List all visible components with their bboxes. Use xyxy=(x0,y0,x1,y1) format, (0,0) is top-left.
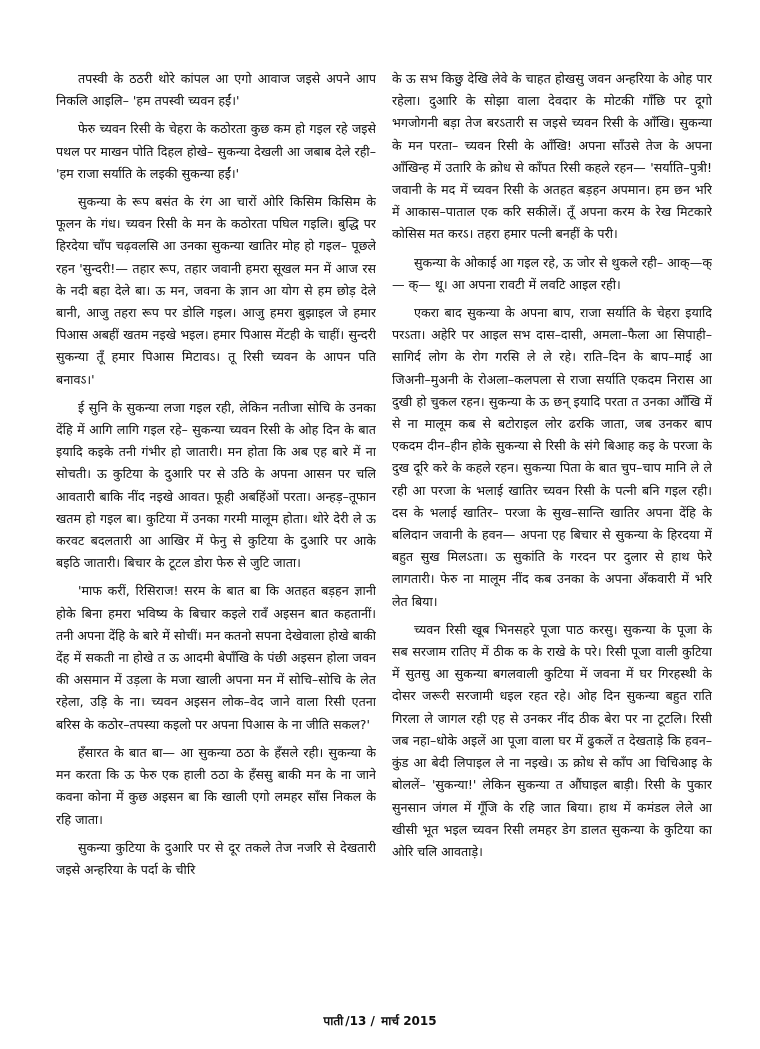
paragraph: एकरा बाद सुकन्या के अपना बाप, राजा सर्याति के चेहरा इयादि परऽता। अहेरि पर आइल सभ दास–दासी, अमला–फैला आ सिपाही–सागिर्द लोग के रोग गरसि ले ले रहे। राति–दिन के बाप–माई आ जिअनी–मुअनी के रोअला–कलपला से राजा सर्याति एकदम निरास आ दुखी हो चुकल रहन। सुकन्या के ऊ छन् इयादि परता त उनका आँखि में से ना मालूम कब से बटोराइल लोर ढरकि जाता, जब उनकर बाप एकदम दीन–हीन होके सुकन्या से रिसी के संगे बिआह कइ के परजा के दुख दूरि करे के कहले रहन। सुकन्या पिता के बात चुप–चाप मानि ले ले रही आ परजा के भलाई खातिर च्यवन रिसी के पत्नी बनि गइल रही। दस के भलाई खातिर– परजा के सुख–सान्ति खातिर अपना देंहि के बलिदान जवानी के हवन— अपना एह बिचार से सुकन्या के हिरदया में बहुत सुख मिलऽता। ऊ सुकांति के गरदन पर दुलार से हाथ फेरे लागतारी। फेरु ना मालूम नींद कब उनका के अपना अँकवारी में भरि लेत बिया। xyxy=(392,305,712,609)
page-number: /13 / xyxy=(345,1014,375,1028)
paragraph: च्यवन रिसी खूब भिनसहरे पूजा पाठ करसु। सुकन्या के पूजा के सब सरजाम रातिए में ठीक क के राखे के परे। रिसी पूजा वाली कुटिया में सुतसु आ सुकन्या बगलवाली कुटिया में जवना में घर गिरहस्थी के दोसर जरूरी सरजामी धइल रहत रहे। ओह दिन सुकन्या बहुत राति गिरला ले जागल रही एह से उनकर नींद ठीक बेरा पर ना टूटलि। रिसी जब नहा–धोके अइलें आ पूजा वाला घर में ढुकलें त देखताड़े कि हवन–कुंड आ बेदी लिपाइल ले ना नइखे। ऊ क्रोध से काँप आ चिचिआइ के बोललें– 'सुकन्या!' लेकिन सुकन्या त औंघाइल बाड़ी। रिसी के पुकार सुनसान जंगल में गूँजि के रहि जात बिया। हाथ में कमंडल लेले आ खीसी भूत भइल च्यवन रिसी लमहर डेग डालत सुकन्या के कुटिया का ओरि चलि आवताड़े। xyxy=(392,621,712,859)
paragraph: हँसारत के बात बा— आ सुकन्या ठठा के हँसले रही। सुकन्या के मन करता कि ऊ फेरु एक हाली ठठा के हँससु बाकी मन के ना जाने कवना कोना में कुछ अइसन बा कि खाली एगो लमहर साँस निकल के रहि जाता। xyxy=(56,744,376,827)
magazine-name: पाती xyxy=(323,1014,344,1028)
right-column xyxy=(392,68,712,978)
page-footer xyxy=(0,1012,760,1029)
paragraph: सुकन्या कुटिया के दुआरि पर से दूर तकले तेज नजरि से देखतारी जइसे अन्हरिया के पर्दा के चीरि xyxy=(56,839,376,877)
paragraph: तपस्वी के ठठरी थोरे कांपल आ एगो आवाज जइसे अपने आप निकलि आइलि– 'हम तपस्वी च्यवन हईं।' xyxy=(56,71,376,109)
left-column xyxy=(56,68,376,978)
paragraph: फेरु च्यवन रिसी के चेहरा के कठोरता कुछ कम हो गइल रहे जइसे पथल पर माखन पोति दिहल होखे– सुकन्या देखली आ जबाब देले रही– 'हम राजा सर्याति के लइकी सुकन्या हईं।' xyxy=(56,121,376,181)
issue-date: मार्च 2015 xyxy=(381,1014,437,1028)
paragraph: 'माफ करीं, रिसिराज! सरम के बात बा कि अतहत बड़हन ज्ञानी होके बिना हमरा भविष्य के बिचार कइले रावँ अइसन बात कहतानीं। तनी अपना देंहि के बारे में सोचीं। मन कतनो सपना देखेवाला होखे बाकी देंह में सकती ना होखे त ऊ आदमी बेपाँखि के पंछी अइसन होला जवन की असमान में उड़ला के मजा खाली अपना मन में सोचि–सोचि के लेत रहेला, उड़ि के ना। च्यवन अइसन लोक–वेद जाने वाला रिसी एतना बरिस के कठोर–तपस्या कइलो पर अपना पिआस के ना जीति सकल?' xyxy=(56,583,376,732)
paragraph: सुकन्या के रूप बसंत के रंग आ चारों ओरि किसिम किसिम के फूलन के गंध। च्यवन रिसी के मन के कठोरता पघिल गइलि। बुद्धि पर हिरदेया चाँप चढ़वलसि आ उनका सुकन्या खातिर मोह हो गइल– पूछले रहन 'सुन्दरी!— तहार रूप, तहार जवानी हमरा सूखल मन में आज रस के नदी बहा देले बा। ऊ मन, जवना के ज्ञान आ योग से हम छोड़ देले बानी, आजु तहरा रूप पर डोलि गइल। आजु हमरा बुझाइल जे हमार पिआस अबहीं खतम नइखे भइल। हमार पिआस मेंटही के चाहीं। सुन्दरी सुकन्या तूँ हमार पिआस मिटावऽ। तू रिसी च्यवन के आपन पति बनावऽ।' xyxy=(56,194,376,387)
magazine-page xyxy=(56,68,712,978)
paragraph: सुकन्या के ओकाई आ गइल रहे, ऊ जोर से थुकले रही– आक्—क्— क्— थू। आ अपना रावटी में लवटि आइल रही। xyxy=(392,254,712,292)
paragraph: के ऊ सभ किछु देखि लेवे के चाहत होखसु जवन अन्हरिया के ओह पार रहेला। दुआरि के सोझा वाला देवदार के मोटकी गाँछि पर दूगो भगजोगनी बड़ा तेज बरऽतारी स जइसे च्यवन रिसी के आँखि। सुकन्या के मन परता– च्यवन रिसी के आँखि! अपना साँउसे तेज के अपना आँखिन्ह में उतारि के क्रोध से काँपत रिसी कहले रहन— 'सर्याति–पुत्री! जवानी के मद में च्यवन रिसी के अतहत बड़हन अपमान। हम छन भरि में आकास–पाताल एक करि सकीलें। तूँ अपना करम के रेख मिटकारे कोसिस मत करऽ। तहरा हमार पत्नी बनहीं के परी। xyxy=(392,71,712,242)
paragraph: ई सुनि के सुकन्या लजा गइल रही, लेकिन नतीजा सोचि के उनका देंहि में आगि लागि गइल रहे– सुकन्या च्यवन रिसी के ओह दिन के बात इयादि कइके तनी गंभीर हो जातारी। मन होता कि अब एह बारे में ना सोचती। ऊ कुटिया के दुआरि पर से उठि के अपना आसन पर चलि आवतारी बाकि नींद नइखे आवत। फूही अबहिंओं परता। अन्हड़–तूफान खतम हो गइल बा। कुटिया में उनका गरमी मालूम होता। थोरे देरी ले ऊ करवट बदलतारी आ आखिर में फेनु से कुटिया के दुआरि पर आके बइठि जातारी। बिचार के टूटल डोरा फेरु से जुटि जाता। xyxy=(56,399,376,571)
